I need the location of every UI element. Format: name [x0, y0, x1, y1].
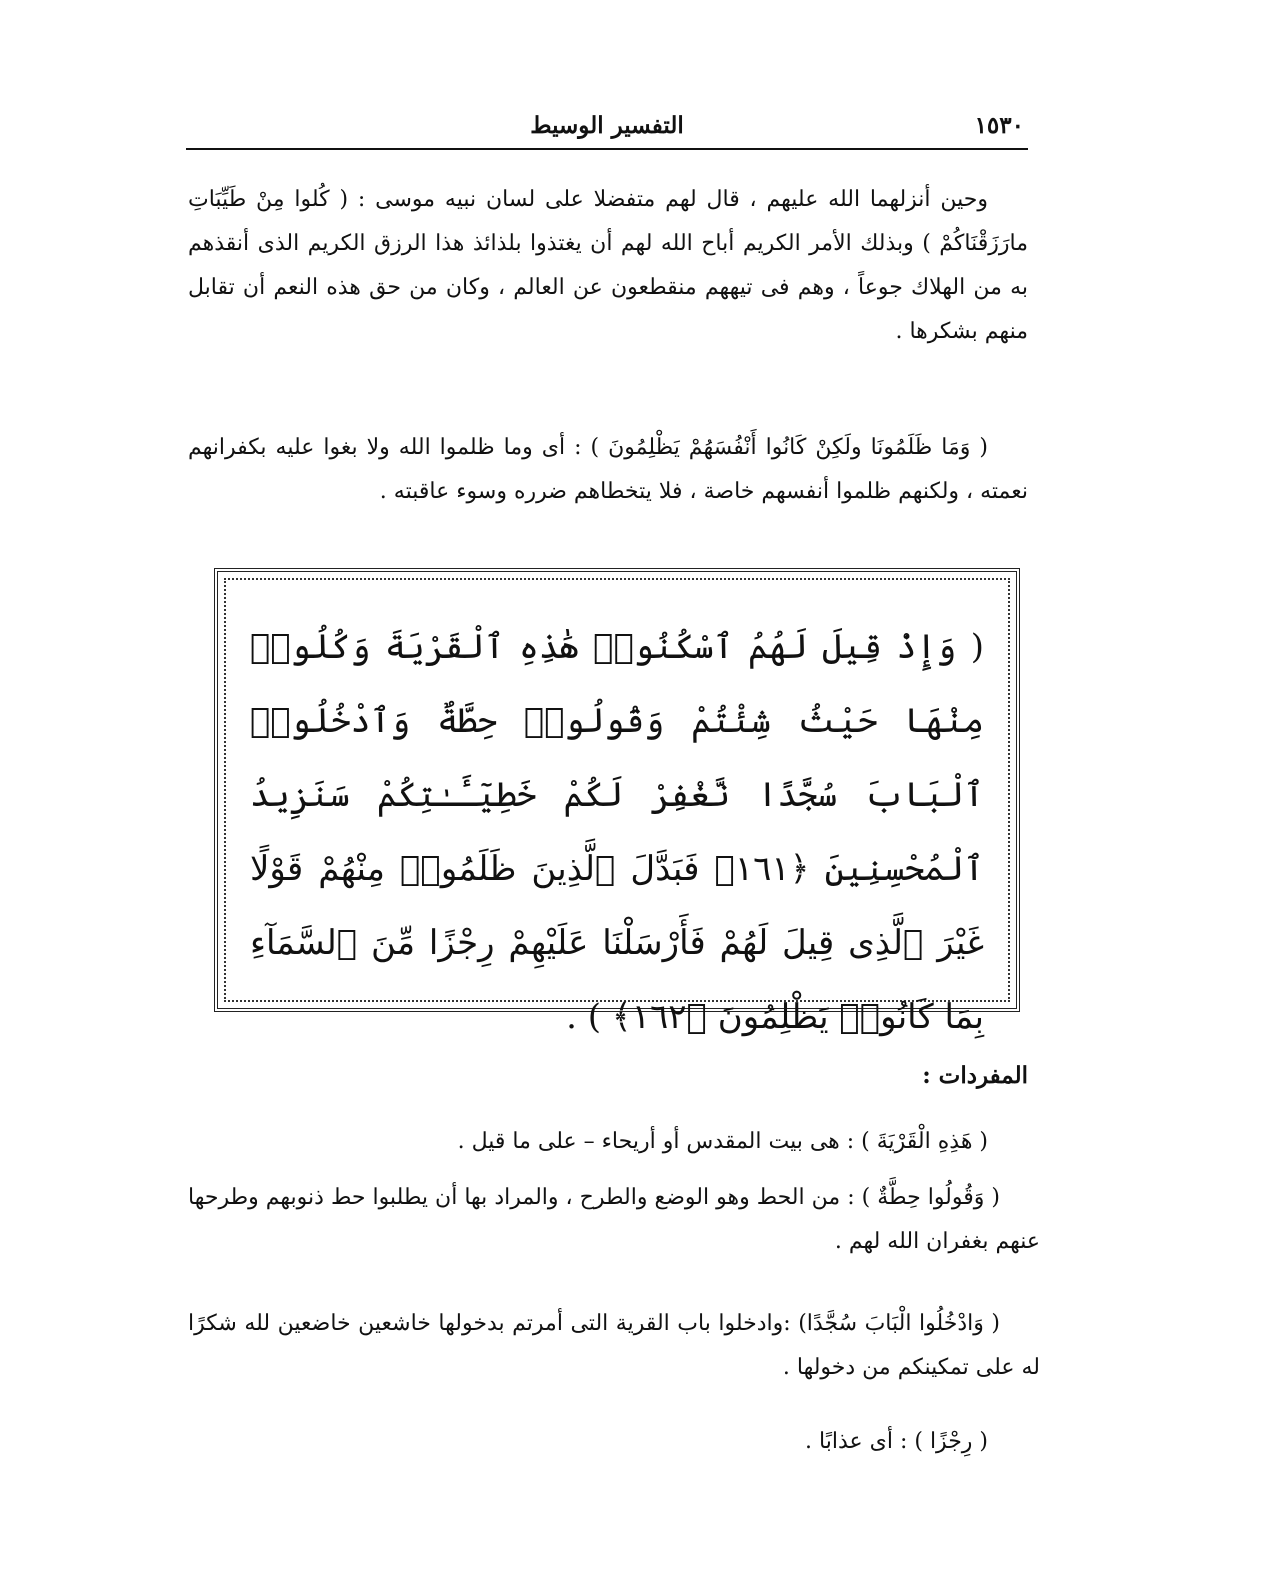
- quran-verse-text: ( وَإِذْ قِيلَ لَهُمُ ٱسْكُنُوا۟ هَٰذِهِ ٱلْقَرْيَةَ وَكُلُوا۟ مِنْهَا حَيْثُ شِئْتُمْ وَقُولُوا۟ حِطَّةٌ وَٱدْخُلُوا۟ ٱلْبَابَ سُجَّدًا نَّغْفِرْ لَكُمْ خَطِيٓـَٔـٰتِكُمْ سَنَزِيدُ ٱلْمُحْسِنِينَ ﴿١٦١﴾ فَبَدَّلَ ٱلَّذِينَ ظَلَمُوا۟ مِنْهُمْ قَوْلًا غَيْرَ ٱلَّذِى قِيلَ لَهُمْ فَأَرْسَلْنَا عَلَيْهِمْ رِجْزًا مِّنَ ٱلسَّمَآءِ بِمَا كَانُوا۟ يَظْلِمُونَ ﴿١٦٢﴾ ) .: [250, 627, 984, 1037]
- running-title: التفسير الوسيط: [530, 112, 684, 139]
- verse-frame-inner-border: [224, 578, 1010, 1037]
- quran-verse-frame: [214, 568, 1020, 1037]
- vocabulary-entry: ( وَادْخُلُوا الْبَابَ سُجَّدًا) :وادخلوا باب القرية التى أمرتم بدخولها خاشعين خاضعين لله شكرًا له على تمكينكم من دخولها .: [188, 1311, 1040, 1380]
- page-header: [186, 108, 1028, 150]
- commentary-paragraph: وحين أنزلهما الله عليهم ، قال لهم متفضلا على لسان نبيه موسى : ( كُلوا مِنْ طَيِّبَاتِ مارَزَقْنَاكُمْ ) وبذلك الأمر الكريم أباح الله لهم أن يغتذوا بلذائذ هذا الرزق الكريم الذى أنقذهم به من الهلاك جوعاً ، وهم فى تيههم منقطعون عن العالم ، وكان من حق هذه النعم أن تقابل منهم بشكرها .: [188, 187, 1028, 344]
- vocabulary-entry: ( رِجْزًا ) : أى عذابًا .: [805, 1429, 988, 1454]
- vocabulary-entry: ( وَقُولُوا حِطَّةٌ ) : من الحط وهو الوضع والطرح ، والمراد بها أن يطلبوا حط ذنوبهم وطرحها عنهم بغفران الله لهم .: [188, 1185, 1040, 1254]
- commentary-paragraph: ( وَمَا ظَلَمُونَا ولَكِنْ كَانُوا أَنْفُسَهُمْ يَظْلِمُونَ ) : أى وما ظلموا الله ولا بغوا عليه بكفرانهم نعمته ، ولكنهم ظلموا أنفسهم خاصة ، فلا يتخطاهم ضرره وسوء عاقبته .: [188, 435, 1028, 504]
- vocabulary-heading: المفردات :: [922, 1062, 1028, 1089]
- vocabulary-entry: ( هَذِهِ الْقَرْيَةَ ) : هى بيت المقدس أو أريحاء – على ما قيل .: [457, 1129, 988, 1154]
- page-number: ١٥٣٠: [974, 112, 1024, 139]
